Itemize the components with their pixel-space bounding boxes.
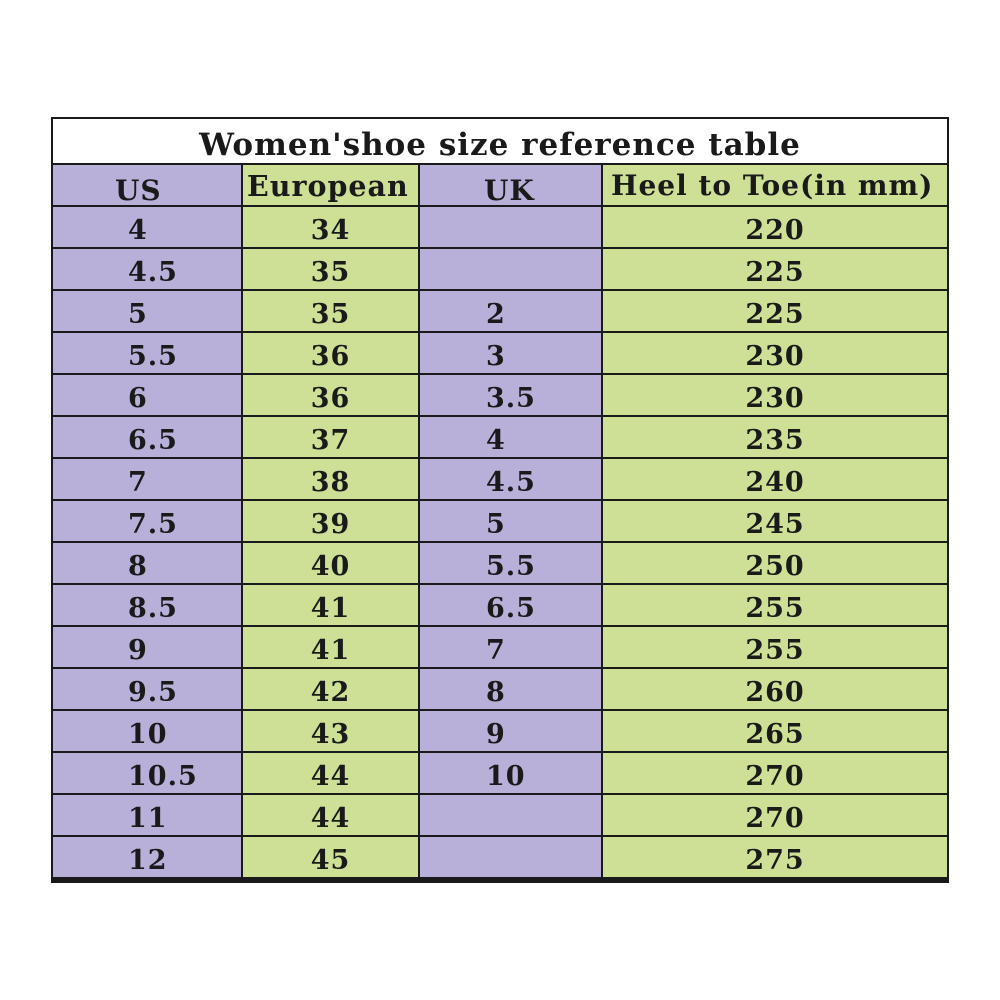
cell-european: 43 <box>243 711 418 751</box>
cell-us: 9.5 <box>53 669 241 709</box>
cell-heel-to-toe: 255 <box>603 627 947 667</box>
table-title: Women'shoe size reference table <box>53 119 947 163</box>
cell-uk <box>420 207 601 247</box>
cell-heel-to-toe: 240 <box>603 459 947 499</box>
cell-european: 42 <box>243 669 418 709</box>
cell-european: 35 <box>243 249 418 289</box>
cell-uk: 2 <box>420 291 601 331</box>
cell-european: 39 <box>243 501 418 541</box>
cell-european: 40 <box>243 543 418 583</box>
cell-us: 11 <box>53 795 241 835</box>
cell-us: 7.5 <box>53 501 241 541</box>
cell-us: 6.5 <box>53 417 241 457</box>
cell-european: 41 <box>243 585 418 625</box>
cell-uk <box>420 795 601 835</box>
cell-us: 6 <box>53 375 241 415</box>
cell-european: 36 <box>243 333 418 373</box>
cell-european: 38 <box>243 459 418 499</box>
cell-european: 36 <box>243 375 418 415</box>
cell-uk: 4.5 <box>420 459 601 499</box>
column-header-european: European <box>243 165 418 205</box>
cell-uk: 9 <box>420 711 601 751</box>
cell-european: 35 <box>243 291 418 331</box>
cell-heel-to-toe: 250 <box>603 543 947 583</box>
cell-european: 45 <box>243 837 418 877</box>
cell-uk: 3.5 <box>420 375 601 415</box>
cell-heel-to-toe: 225 <box>603 249 947 289</box>
cell-heel-to-toe: 275 <box>603 837 947 877</box>
cell-uk <box>420 837 601 877</box>
cell-uk: 3 <box>420 333 601 373</box>
cell-us: 5.5 <box>53 333 241 373</box>
cell-us: 9 <box>53 627 241 667</box>
column-header-heel-to-toe: Heel to Toe(in mm) <box>603 165 947 205</box>
cell-uk: 8 <box>420 669 601 709</box>
cell-us: 8 <box>53 543 241 583</box>
cell-heel-to-toe: 220 <box>603 207 947 247</box>
size-table <box>51 117 949 883</box>
cell-heel-to-toe: 245 <box>603 501 947 541</box>
cell-heel-to-toe: 225 <box>603 291 947 331</box>
cell-european: 44 <box>243 753 418 793</box>
cell-uk: 5 <box>420 501 601 541</box>
cell-heel-to-toe: 235 <box>603 417 947 457</box>
cell-european: 41 <box>243 627 418 667</box>
cell-heel-to-toe: 270 <box>603 795 947 835</box>
cell-uk <box>420 249 601 289</box>
cell-us: 10 <box>53 711 241 751</box>
cell-uk: 7 <box>420 627 601 667</box>
cell-us: 4.5 <box>53 249 241 289</box>
cell-european: 44 <box>243 795 418 835</box>
cell-us: 7 <box>53 459 241 499</box>
cell-heel-to-toe: 270 <box>603 753 947 793</box>
cell-us: 12 <box>53 837 241 877</box>
cell-us: 4 <box>53 207 241 247</box>
cell-us: 8.5 <box>53 585 241 625</box>
column-header-uk: UK <box>420 165 601 205</box>
column-header-us: US <box>53 165 241 205</box>
table-grid <box>53 165 947 881</box>
cell-us: 5 <box>53 291 241 331</box>
cell-uk: 10 <box>420 753 601 793</box>
cell-european: 37 <box>243 417 418 457</box>
cell-uk: 5.5 <box>420 543 601 583</box>
cell-uk: 4 <box>420 417 601 457</box>
cell-european: 34 <box>243 207 418 247</box>
cell-heel-to-toe: 260 <box>603 669 947 709</box>
cell-heel-to-toe: 255 <box>603 585 947 625</box>
cell-heel-to-toe: 230 <box>603 375 947 415</box>
cell-heel-to-toe: 230 <box>603 333 947 373</box>
cell-us: 10.5 <box>53 753 241 793</box>
cell-uk: 6.5 <box>420 585 601 625</box>
cell-heel-to-toe: 265 <box>603 711 947 751</box>
